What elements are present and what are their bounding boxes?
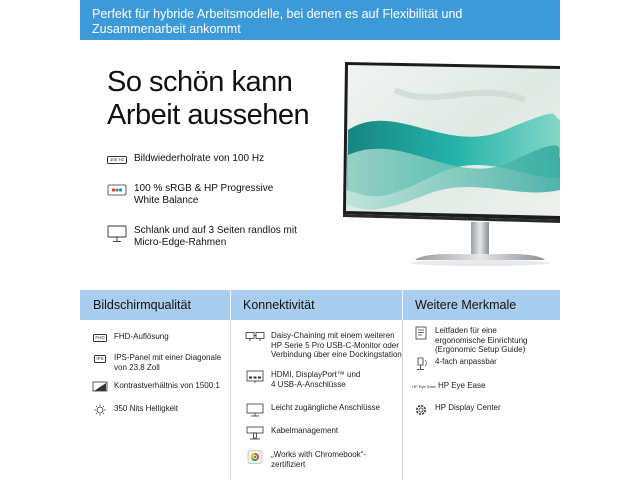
ports-icon — [245, 370, 265, 384]
cable-management-icon — [245, 426, 265, 440]
refresh-rate-icon: 100 Hz — [107, 153, 127, 166]
list-item: HP Eye Ease HP Eye Ease — [412, 381, 486, 390]
list-item: 350 Nits Helligkeit — [92, 404, 224, 416]
feature-refresh-rate — [107, 153, 304, 166]
adjustable-icon — [413, 357, 429, 371]
contrast-icon — [92, 381, 108, 392]
column-divider — [230, 320, 231, 480]
guide-icon — [413, 326, 429, 340]
daisy-chain-icon — [245, 331, 265, 343]
fhd-icon: FHD — [92, 332, 108, 343]
list-item: Leitfaden für eine ergonomische Einrichtung (Ergonomic Setup Guide) — [413, 326, 545, 355]
feature-color — [107, 183, 294, 207]
column-header-more-features: Weitere Merkmale — [402, 290, 560, 320]
brightness-icon — [92, 404, 108, 416]
ips-icon: IPS — [92, 353, 108, 364]
feature-text: Schlank und auf 3 Seiten randlos mit Micro-Edge-Rahmen — [134, 225, 297, 248]
column-header-connectivity: Konnektivität — [230, 290, 402, 320]
headline — [107, 66, 309, 132]
list-item: Kabelmanagement — [245, 426, 401, 440]
top-banner — [80, 0, 560, 40]
list-item: FHD FHD-Auflösung — [92, 332, 224, 343]
monitor-image — [335, 60, 560, 270]
list-item: Daisy-Chaining mit einem weiteren HP Serie 5 Pro USB-C-Monitor oder Verbindung über eine Dockingstation — [245, 331, 406, 360]
banner-text: Perfekt für hybride Arbeitsmodelle, bei denen es auf Flexibilität und Zusammenarbeit ankommt — [92, 7, 463, 36]
headline-line-1: So schön kann — [107, 66, 293, 98]
feature-text: 100 % sRGB & HP Progressive White Balance — [134, 183, 274, 206]
list-item: IPS IPS-Panel mit einer Diagonale von 23,8 Zoll — [92, 353, 224, 372]
list-item: 4-fach anpassbar — [413, 357, 545, 371]
list-item: Kontrastverhältnis von 1500:1 — [92, 381, 229, 392]
feature-bezel — [107, 225, 304, 249]
display-center-icon — [413, 403, 429, 417]
feature-text: Bildwiederholrate von 100 Hz — [134, 153, 265, 164]
list-item: „Works with Chromebook“-zertifiziert — [245, 450, 371, 469]
thin-bezel-monitor-icon — [107, 225, 127, 243]
color-dots-icon — [107, 183, 127, 196]
eye-ease-icon: HP Eye Ease — [412, 384, 436, 389]
monitor-ports-icon — [245, 403, 265, 417]
headline-line-2: Arbeit aussehen — [107, 99, 310, 131]
list-item: HP Display Center — [413, 403, 545, 417]
column-header-quality: Bildschirmqualität — [80, 290, 230, 320]
chromebook-icon — [245, 450, 265, 464]
list-item: HDMI, DisplayPort™ und 4 USB-A-Anschlüsse — [245, 370, 366, 389]
list-item: Leicht zugängliche Anschlüsse — [245, 403, 401, 417]
